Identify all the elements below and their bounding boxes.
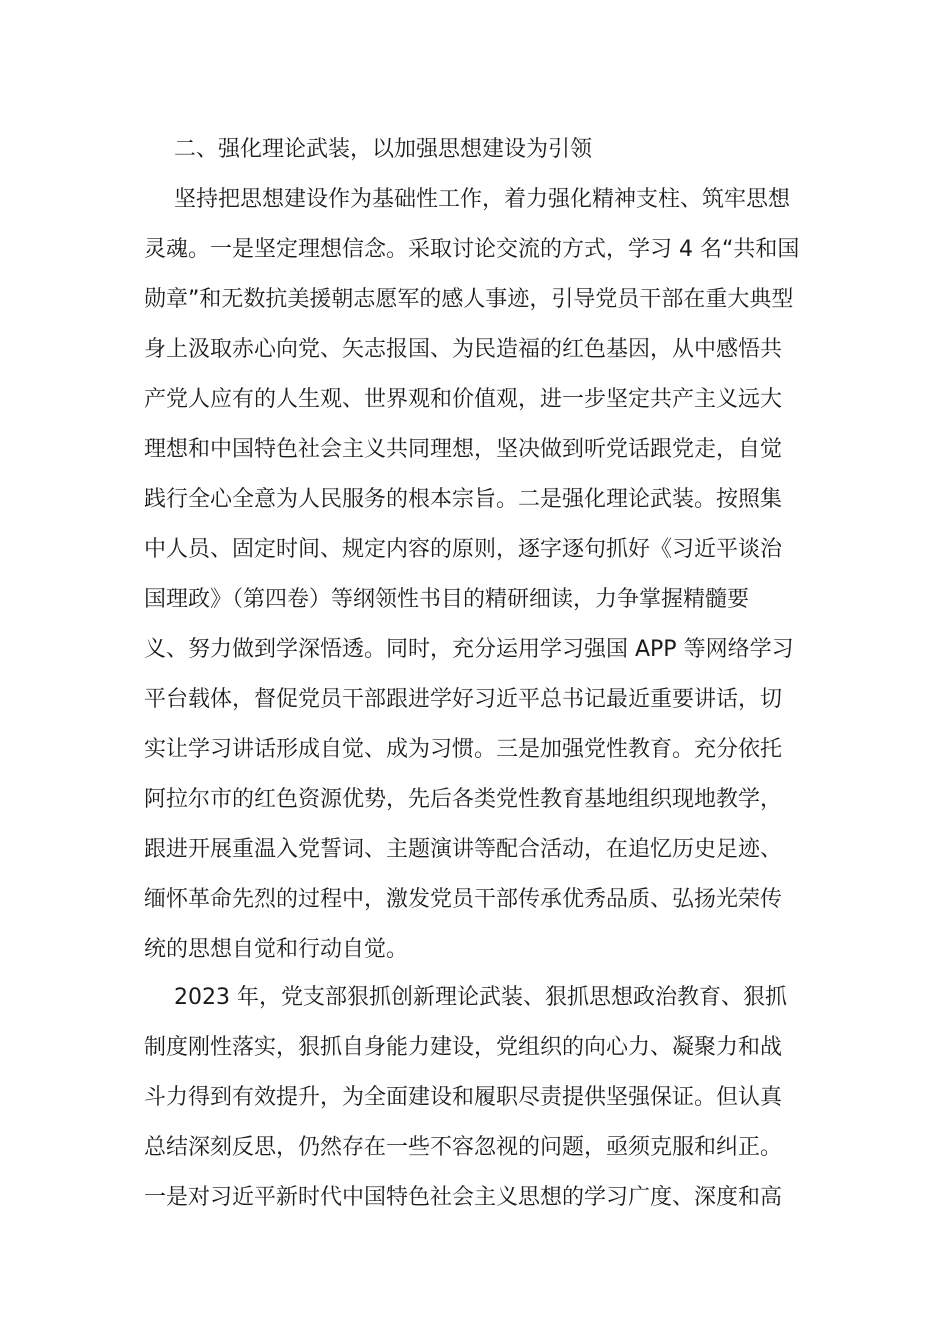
paragraph-line: 阿拉尔市的红色资源优势，先后各类党性教育基地组织现地教学， <box>144 787 783 812</box>
paragraph-line: 斗力得到有效提升，为全面建设和履职尽责提供坚强保证。但认真 <box>144 1085 783 1110</box>
paragraph-2 <box>144 973 808 1223</box>
section-heading: 二、强化理论武装，以加强思想建设为引领 <box>174 137 593 162</box>
paragraph-line: 总结深刻反思，仍然存在一些不容忽视的问题，亟须克服和纠正。 <box>144 1135 783 1160</box>
paragraph-line: 理想和中国特色社会主义共同理想，坚决做到听党话跟党走，自觉 <box>144 437 783 462</box>
paragraph-line: 中人员、固定时间、规定内容的原则，逐字逐句抓好《习近平谈治 <box>144 537 783 562</box>
paragraph-line: 灵魂。一是坚定理想信念。采取讨论交流的方式，学习 4 名“共和国 <box>144 237 800 262</box>
paragraph-line: 践行全心全意为人民服务的根本宗旨。二是强化理论武装。按照集 <box>144 487 783 512</box>
paragraph-line: 跟进开展重温入党誓词、主题演讲等配合活动，在追忆历史足迹、 <box>144 837 783 862</box>
paragraph-line: 统的思想自觉和行动自觉。 <box>144 937 409 962</box>
paragraph-line: 制度刚性落实，狠抓自身能力建设，党组织的向心力、凝聚力和战 <box>144 1035 783 1060</box>
paragraph-line: 义、努力做到学深悟透。同时，充分运用学习强国 APP 等网络学习 <box>144 637 794 662</box>
paragraph-1 <box>144 175 808 975</box>
paragraph-line: 平台载体，督促党员干部跟进学好习近平总书记最近重要讲话，切 <box>144 687 783 712</box>
paragraph-line: 缅怀革命先烈的过程中，激发党员干部传承优秀品质、弘扬光荣传 <box>144 887 783 912</box>
paragraph-line: 一是对习近平新时代中国特色社会主义思想的学习广度、深度和高 <box>144 1185 783 1210</box>
section-heading-block <box>144 125 808 175</box>
paragraph-line: 产党人应有的人生观、世界观和价值观，进一步坚定共产主义远大 <box>144 387 783 412</box>
paragraph-line: 勋章”和无数抗美援朝志愿军的感人事迹，引导党员干部在重大典型 <box>144 287 794 312</box>
paragraph-line: 2023 年，党支部狠抓创新理论武装、狠抓思想政治教育、狠抓 <box>174 985 787 1010</box>
paragraph-line: 实让学习讲话形成自觉、成为习惯。三是加强党性教育。充分依托 <box>144 737 783 762</box>
paragraph-line: 坚持把思想建设作为基础性工作，着力强化精神支柱、筑牢思想 <box>174 187 791 212</box>
paragraph-line: 国理政》（第四卷）等纲领性书目的精研细读，力争掌握精髓要 <box>144 587 750 612</box>
paragraph-line: 身上汲取赤心向党、矢志报国、为民造福的红色基因，从中感悟共 <box>144 337 783 362</box>
